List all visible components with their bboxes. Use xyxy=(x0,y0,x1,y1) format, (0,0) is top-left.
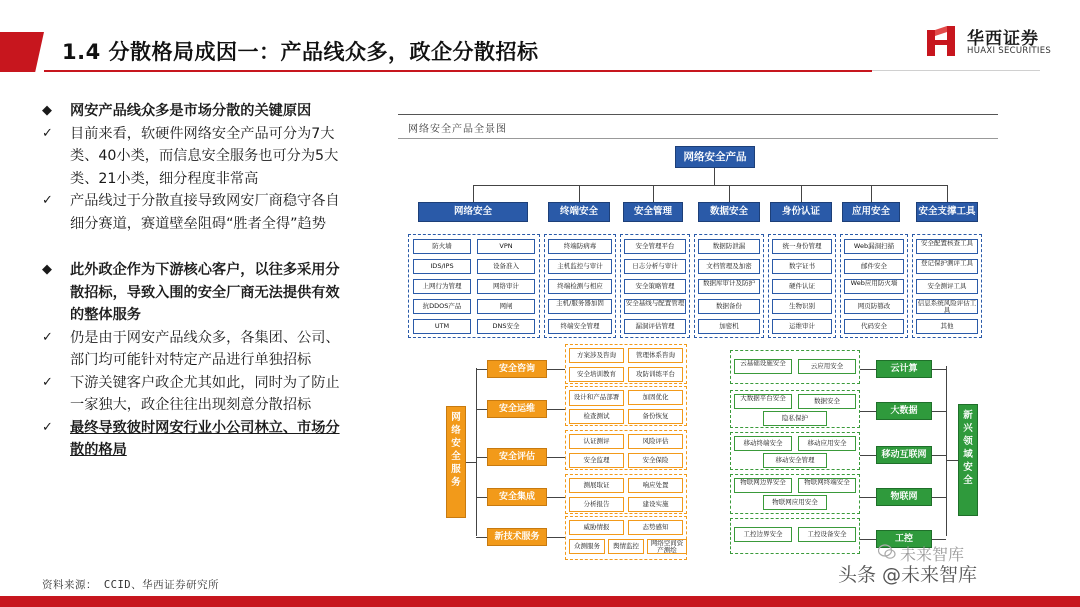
bullet-gap xyxy=(42,235,352,259)
emerging-group xyxy=(730,518,860,554)
emerging-item: 工控设备安全 xyxy=(798,527,856,542)
product-item: 运维审计 xyxy=(772,319,832,334)
service-group xyxy=(565,344,687,384)
huaxi-logo-icon xyxy=(925,24,959,58)
emerging-field-box: 工控 xyxy=(876,530,932,548)
emerging-vertical-text: 新兴领域安全 xyxy=(963,410,973,486)
diamond-bullet-icon: ◆ xyxy=(42,262,52,277)
product-item: VPN xyxy=(477,239,535,254)
product-item: 主机监控与审计 xyxy=(548,259,612,274)
product-item: 网页防篡改 xyxy=(844,299,904,314)
bullet-text: 目前来看，软硬件网络安全产品可分为7大类、40小类，而信息安全服务也可分为5大类、21小类，细分程度非常高 xyxy=(70,125,339,187)
service-item: 设计和产品部署 xyxy=(569,390,624,406)
product-item: 设备准入 xyxy=(477,259,535,274)
security-product-landscape-diagram xyxy=(398,110,1018,558)
emerging-item: 工控边界安全 xyxy=(734,527,792,542)
connector-line xyxy=(547,409,565,410)
emerging-field-box: 移动互联网 xyxy=(876,446,932,464)
product-group xyxy=(694,234,764,338)
connector-line xyxy=(476,368,477,536)
service-group xyxy=(565,474,687,514)
emerging-vertical-label xyxy=(958,404,978,516)
service-category-box: 新技术服务 xyxy=(487,528,547,546)
bullet-list xyxy=(42,100,352,462)
service-item: 测展取证 xyxy=(569,478,624,493)
emerging-item: 大数据平台安全 xyxy=(734,394,792,409)
diagram-title: 网络安全产品全景图 xyxy=(408,124,507,135)
service-group xyxy=(565,516,687,560)
emerging-item: 数据安全 xyxy=(798,394,856,409)
emerging-group xyxy=(730,432,860,470)
connector-line xyxy=(476,457,487,458)
product-item: 安全策略管理 xyxy=(624,279,686,294)
service-item: 建设实施 xyxy=(628,497,683,512)
connector-line xyxy=(473,185,474,202)
product-item: 安全管理平台 xyxy=(624,239,686,254)
bullet-text: 产品线过于分散直接导致网安厂商稳守各自细分赛道，赛道壁垒阻碍“胜者全得”趋势 xyxy=(70,193,340,232)
bullet-item xyxy=(42,123,352,191)
logo-english-name: HUAXI SECURITIES xyxy=(967,46,1052,56)
product-item: 安全配置核查工具 xyxy=(916,239,978,254)
service-item: 安全培训教育 xyxy=(569,367,624,382)
service-item: 风险评估 xyxy=(628,434,683,449)
connector-line xyxy=(579,185,580,202)
product-item: 终端检测与相应 xyxy=(548,279,612,294)
product-group xyxy=(768,234,836,338)
product-category-box: 终端安全 xyxy=(548,202,610,222)
emerging-item: 移动应用安全 xyxy=(798,436,856,451)
service-category-box: 安全咨询 xyxy=(487,360,547,378)
product-item: 邮件安全 xyxy=(844,259,904,274)
product-item: 数据库审计及防护 xyxy=(698,279,760,294)
check-bullet-icon: ✓ xyxy=(42,419,53,435)
bullet-item xyxy=(42,372,352,417)
company-logo xyxy=(925,22,1065,62)
product-item: 安全基线与配置管理 xyxy=(624,299,686,314)
connector-line xyxy=(653,185,654,202)
product-group xyxy=(620,234,690,338)
services-vertical-label xyxy=(446,406,466,518)
bullet-text: 仍是由于网安产品线众多，各集团、公司、部门均可能针对特定产品进行单独招标 xyxy=(70,329,340,368)
footer-accent-bar xyxy=(0,596,1080,607)
connector-line xyxy=(476,537,487,538)
watermark-toutiao: 头条 @未来智库 xyxy=(838,564,978,586)
product-item: 抗DDOS产品 xyxy=(413,299,471,314)
product-item: 加密机 xyxy=(698,319,760,334)
connector-line xyxy=(860,369,876,370)
product-item: 终端安全管理 xyxy=(548,319,612,334)
product-item: Web漏洞扫描 xyxy=(844,239,904,254)
emerging-field-box: 大数据 xyxy=(876,402,932,420)
bullet-text: 最终导致彼时网安行业小公司林立、市场分散的格局 xyxy=(70,419,340,458)
service-category-box: 安全运维 xyxy=(487,400,547,418)
connector-line xyxy=(860,455,876,456)
product-item: 代码安全 xyxy=(844,319,904,334)
connector-line xyxy=(476,369,487,370)
bullet-item xyxy=(42,417,352,462)
connector-line xyxy=(871,185,872,202)
product-item: 网络审计 xyxy=(477,279,535,294)
connector-line xyxy=(932,497,946,498)
connector-line xyxy=(547,537,565,538)
service-group xyxy=(565,430,687,470)
header-rule-gray xyxy=(872,70,1040,71)
product-item: 主机/服务器加固 xyxy=(548,299,612,314)
header-accent-tab xyxy=(0,32,44,72)
connector-line xyxy=(932,411,946,412)
product-item: IDS/IPS xyxy=(413,259,471,274)
emerging-group xyxy=(730,474,860,514)
wechat-icon xyxy=(878,544,896,560)
diagram-title-rule xyxy=(398,138,998,139)
product-item: 生物识别 xyxy=(772,299,832,314)
product-item: 防火墙 xyxy=(413,239,471,254)
source-note: 资料来源： CCID、华西证券研究所 xyxy=(42,579,220,591)
bullet-item xyxy=(42,100,352,123)
emerging-item: 云应用安全 xyxy=(798,359,856,374)
diagram-top-rule xyxy=(398,114,998,115)
product-item: DNS安全 xyxy=(477,319,535,334)
diagram-root-node: 网络安全产品 xyxy=(675,146,755,168)
product-category-box: 安全管理 xyxy=(623,202,683,222)
emerging-item: 移动终端安全 xyxy=(734,436,792,451)
bullet-item xyxy=(42,327,352,372)
product-item: 安全测评工具 xyxy=(916,279,978,294)
service-item: 舆情监控 xyxy=(608,539,644,554)
product-item: Web应用防火墙 xyxy=(844,279,904,294)
product-category-box: 安全支撑工具 xyxy=(916,202,978,222)
service-category-box: 安全集成 xyxy=(487,488,547,506)
emerging-item: 移动安全管理 xyxy=(763,453,827,468)
product-group xyxy=(408,234,540,338)
connector-line xyxy=(466,462,476,463)
product-category-box: 数据安全 xyxy=(698,202,760,222)
service-item: 备份恢复 xyxy=(628,409,683,424)
service-item: 方案涉及咨询 xyxy=(569,348,624,363)
emerging-item: 物联网应用安全 xyxy=(763,495,827,510)
connector-line xyxy=(476,409,487,410)
emerging-item: 云基础设施安全 xyxy=(734,359,792,374)
connector-line xyxy=(946,460,958,461)
check-bullet-icon: ✓ xyxy=(42,374,53,390)
connector-line xyxy=(547,457,565,458)
product-item: 数据备份 xyxy=(698,299,760,314)
service-item: 攻防训练平台 xyxy=(628,367,683,382)
connector-line xyxy=(932,369,946,370)
service-item: 安全保险 xyxy=(628,453,683,468)
service-item: 加固优化 xyxy=(628,390,683,405)
bullet-text: 下游关键客户政企尤其如此，同时为了防止一家独大，政企往往出现刻意分散招标 xyxy=(70,374,340,413)
connector-line xyxy=(932,539,946,540)
service-item: 网络空间资产测绘 xyxy=(647,539,687,554)
connector-line xyxy=(714,168,715,186)
product-group xyxy=(840,234,908,338)
check-bullet-icon: ✓ xyxy=(42,125,53,141)
product-item: 漏洞评估管理 xyxy=(624,319,686,334)
service-item: 威胁情报 xyxy=(569,520,624,535)
connector-line xyxy=(932,455,946,456)
product-item: 登记保护测评工具 xyxy=(916,259,978,274)
service-item: 检查测试 xyxy=(569,409,624,424)
product-item: UTM xyxy=(413,319,471,334)
emerging-field-box: 云计算 xyxy=(876,360,932,378)
service-item: 响应处置 xyxy=(628,478,683,493)
service-item: 分析报告 xyxy=(569,497,624,512)
product-item: 网闸 xyxy=(477,299,535,314)
product-item: 其他 xyxy=(916,319,978,334)
watermark-top: 未来智库 xyxy=(900,545,965,564)
connector-line xyxy=(547,369,565,370)
emerging-group xyxy=(730,350,860,384)
service-item: 认证测评 xyxy=(569,434,624,449)
product-group xyxy=(544,234,616,338)
product-item: 数字证书 xyxy=(772,259,832,274)
service-item: 态势感知 xyxy=(628,520,683,535)
service-category-box: 安全评估 xyxy=(487,448,547,466)
emerging-item: 物联网终端安全 xyxy=(798,478,856,493)
page-title: 1.4 分散格局成因一：产品线众多，政企分散招标 xyxy=(62,40,539,64)
bullet-text: 网安产品线众多是市场分散的关键原因 xyxy=(70,103,312,119)
header-rule xyxy=(44,70,872,72)
product-item: 终端防病毒 xyxy=(548,239,612,254)
service-item: 众测服务 xyxy=(569,539,605,554)
check-bullet-icon: ✓ xyxy=(42,193,53,208)
connector-line xyxy=(860,539,876,540)
service-group xyxy=(565,386,687,426)
service-item: 安全监理 xyxy=(569,453,624,468)
logo-chinese-name: 华西证券 xyxy=(967,29,1039,49)
connector-line xyxy=(729,185,730,202)
product-category-box: 身份认证 xyxy=(770,202,832,222)
diamond-bullet-icon: ◆ xyxy=(42,103,52,118)
product-item: 文档管理及加密 xyxy=(698,259,760,274)
bullet-item xyxy=(42,259,352,327)
connector-line xyxy=(947,185,948,202)
service-item: 管理体系咨询 xyxy=(628,348,683,363)
connector-line xyxy=(860,411,876,412)
bullet-item xyxy=(42,190,352,235)
connector-line xyxy=(860,497,876,498)
product-item: 统一身份管理 xyxy=(772,239,832,254)
product-category-box: 网络安全 xyxy=(418,202,528,222)
bullet-text: 此外政企作为下游核心客户，以往多采用分散招标，导致入围的安全厂商无法提供有效的整体服务 xyxy=(70,262,340,323)
product-item: 信息系统风险评估工具 xyxy=(917,299,977,314)
emerging-item: 隐私保护 xyxy=(763,411,827,426)
product-group xyxy=(912,234,982,338)
services-vertical-text: 网络安全服务 xyxy=(451,412,461,488)
connector-line xyxy=(476,497,487,498)
check-bullet-icon: ✓ xyxy=(42,329,53,345)
product-item: 硬件认证 xyxy=(772,279,832,294)
product-item: 日志分析与审计 xyxy=(624,259,686,274)
connector-line xyxy=(473,185,947,186)
emerging-group xyxy=(730,390,860,428)
emerging-field-box: 物联网 xyxy=(876,488,932,506)
connector-line xyxy=(946,366,947,536)
connector-line xyxy=(547,497,565,498)
emerging-item: 物联网边界安全 xyxy=(734,478,792,493)
product-item: 数据防泄漏 xyxy=(698,239,760,254)
connector-line xyxy=(801,185,802,202)
product-item: 上网行为管理 xyxy=(413,279,471,294)
product-category-box: 应用安全 xyxy=(842,202,900,222)
